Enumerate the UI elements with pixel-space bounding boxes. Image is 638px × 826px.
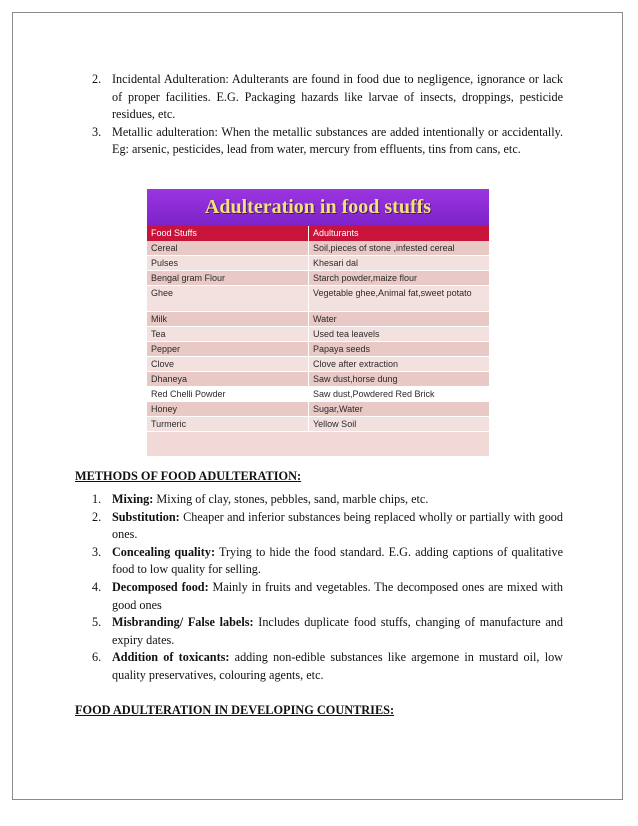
header-food-stuffs: Food Stuffs [147, 226, 309, 241]
table-row [147, 402, 489, 417]
list-text: Metallic adulteration: When the metallic substances are added intentionally or accidentally. Eg: arsenic, pesticides, lead from water, mercury from effluents, tins from cans, etc. [112, 124, 563, 157]
food-cell: Turmeric [147, 417, 309, 431]
food-cell: Cereal [147, 241, 309, 255]
list-item [75, 124, 563, 159]
method-description: Includes duplicate food stuffs, changing of manufacture and expiry dates. [112, 615, 563, 647]
food-cell: Dhaneya [147, 372, 309, 386]
list-number: 5. [92, 615, 102, 630]
methods-list [75, 491, 563, 685]
header-adulterants: Adulturants [313, 228, 359, 238]
list-text: Incidental Adulteration: Adulterants are found in food due to negligence, ignorance or lack of proper facilities. E.G. Packaging hazards like larvae of insects, droppings, pesticide residues, etc. [112, 72, 563, 122]
list-number: 3. [92, 124, 102, 139]
method-item [75, 544, 563, 579]
table-row [147, 387, 489, 402]
table-row [147, 372, 489, 387]
table-row [147, 417, 489, 432]
method-item [75, 579, 563, 614]
table-title: Adulteration in food stuffs [147, 189, 489, 226]
adulterant-cell: Saw dust,horse dung [313, 374, 398, 384]
adulterant-cell: Soil,pieces of stone ,infested cereal [313, 243, 455, 253]
food-cell: Pepper [147, 342, 309, 356]
food-cell: Bengal gram Flour [147, 271, 309, 285]
adulterant-cell: Sugar,Water [313, 404, 363, 414]
method-description: Trying to hide the food standard. E.G. adding captions of qualitative food to low quality for selling. [112, 544, 564, 577]
food-cell: Honey [147, 402, 309, 416]
table-body [147, 241, 489, 432]
food-cell: Tea [147, 327, 309, 341]
list-number: 2. [92, 72, 102, 86]
adulterant-cell: Vegetable ghee,Animal fat,sweet potato [313, 288, 472, 298]
list-number: 2. [92, 509, 102, 524]
list-number: 4. [92, 579, 102, 594]
adulterant-cell: Water [313, 314, 337, 324]
adulteration-table-image [147, 189, 489, 456]
food-cell: Clove [147, 357, 309, 371]
method-term: Addition of toxicants: [112, 650, 230, 665]
developing-countries-heading: FOOD ADULTERATION IN DEVELOPING COUNTRIES: [75, 703, 395, 717]
method-term: Substitution: [112, 509, 180, 524]
table-row [147, 327, 489, 342]
table-row [147, 256, 489, 271]
list-item [75, 71, 563, 124]
table-header [147, 226, 489, 241]
method-term: Concealing quality: [112, 544, 216, 559]
table-row [147, 312, 489, 327]
method-item [75, 509, 563, 544]
adulterant-cell: Starch powder,maize flour [313, 273, 418, 283]
methods-heading: METHODS OF FOOD ADULTERATION: [75, 469, 302, 483]
adulterant-cell: Khesari dal [313, 258, 359, 268]
adulterant-cell: Saw dust,Powdered Red Brick [313, 389, 435, 399]
food-cell: Ghee [147, 286, 309, 311]
method-description: Mainly in fruits and vegetables. The decomposed ones are mixed with good ones [112, 579, 563, 612]
adulterant-cell: Used tea leavels [313, 329, 380, 339]
method-item [75, 614, 563, 649]
method-description: Mixing of clay, stones, pebbles, sand, marble chips, etc. [153, 492, 429, 506]
adulteration-types-list [75, 71, 563, 159]
adulterant-cell: Papaya seeds [313, 344, 371, 354]
adulterant-cell: Clove after extraction [313, 359, 399, 369]
method-term: Misbranding/ False labels: [112, 615, 254, 630]
food-cell: Milk [147, 312, 309, 326]
table-row [147, 342, 489, 357]
method-item [75, 649, 563, 684]
method-description: adding non-edible substances like argemone in mustard oil, low quality preservatives, colouring agents, etc. [112, 650, 563, 682]
table-row [147, 241, 489, 256]
list-number: 6. [92, 650, 102, 665]
method-description: Cheaper and inferior substances being replaced wholly or partially with good ones. [112, 509, 563, 542]
method-term: Mixing: [112, 492, 154, 506]
method-item [75, 491, 563, 509]
table-row [147, 271, 489, 286]
table-row [147, 286, 489, 312]
food-cell: Red Chelli Powder [147, 387, 309, 401]
table-row [147, 357, 489, 372]
method-term: Decomposed food: [112, 579, 209, 594]
list-number: 3. [92, 544, 102, 559]
adulterant-cell: Yellow Soil [313, 419, 357, 429]
food-cell: Pulses [147, 256, 309, 270]
list-number: 1. [92, 492, 102, 506]
